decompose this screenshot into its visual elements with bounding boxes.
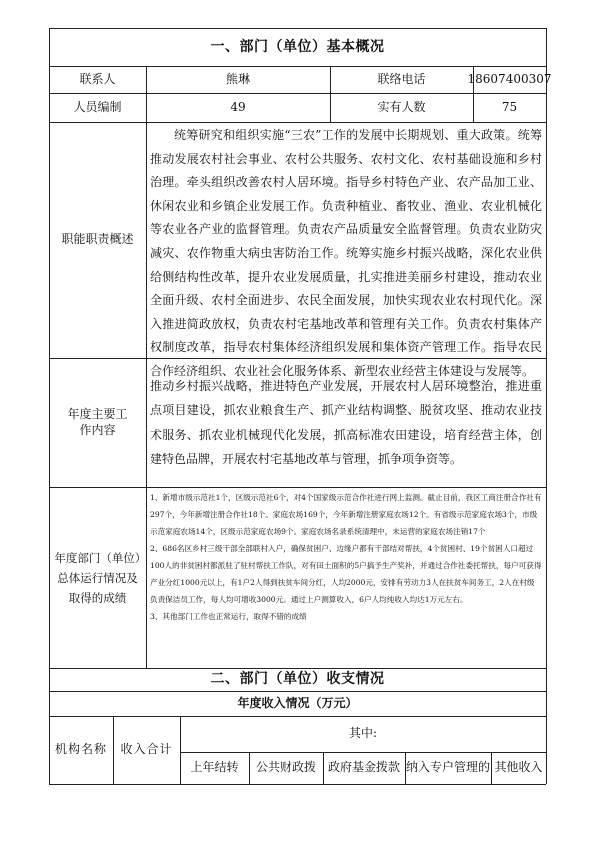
gov-fund-header: 政府基金拨款 — [327, 760, 400, 775]
contact-value: 熊琳 — [225, 71, 250, 86]
other-income-header: 其他收入 — [494, 760, 543, 775]
phone-value: 18607400307 — [467, 71, 552, 86]
overall-item-2: 2、686名区乡村三级干部全部联村入户，确保贫困户、边缘户都有干部结对帮扶，4个贫困村、19个贫困人口超过100人的非贫困村都派驻了驻村帮扶工作队，对有田土面积的5户搞予生产奖补，并通过合作社委托帮扶，每户可获得产业分红1000元以上，有1户2人得到扶贫车间分红，人均2000元，安排有劳动力3人在扶贫车间务工，2人在村级负责保洁员工作，每人均可增收3000元。通过上户测算收入，6户人均纯收入均达1万元左右。 — [150, 544, 542, 604]
annual-work-text: 推动乡村振兴战略，推进特色产业发展，开展农村人居环境整治，推进重点项目建设，抓农业粮食生产、抓产业结构调整、脱贫攻坚、推动农业技术服务、抓农业机械现代化发展，抓高标准农田建设，培育经营主体，创建特色品牌，开展农村宅基地改革与管理，抓争项争资等。 — [150, 379, 542, 467]
annual-work-label: 年度主要工作内容 — [67, 406, 128, 437]
of-which-header: 其中: — [348, 726, 378, 741]
rule — [546, 28, 547, 784]
duties-text: 统筹研究和组织实施“三农”工作的发展中长期规划、重大政策。统筹推动发展农村社会事业、农村公共服务、农村文化、农村基础设施和乡村治理。牵头组织改善农村人居环境。指导乡村特色产业、农产品加工业、休闲农业和乡镇企业发展工作。负责种植业、畜牧业、渔业、农业机械化等农业各产业的监督管理。负责农产品质量安全监督管理。负责农业防灾减灾、农作物重大病虫害防治工作。统筹实施乡村振兴战略，深化农业供给侧结构性改革，提升农业发展质量，扎实推进美丽乡村建设，推动农业全面升级、农村全面进步、农民全面发展，加快实现农业农村现代化。深入推进简政放权，负责农村宅基地改革和管理有关工作。负责农村集体产权制度改革，指导农村集体经济组织发展和集体资产管理工作。指导农民合作经济组织、农业社会化服务体系、新型农业经营主体建设与发展等。 — [150, 128, 542, 378]
actual-staff-label: 实有人数 — [377, 99, 426, 114]
overall-item-1: 1、新增市级示范社1个，区级示范社6个，对4个国家级示范合作社进行网上监测。截止目前，我区工商注册合作社有297个，今年新增注册合作社18个。家庭农场169个，今年新增注册家庭农场12个。有省级示范家庭农场3个，市级示范家庭农场14个，区级示范家庭农场9个。家庭农场名录系统清理中，未运营的家庭农场注销17个 — [150, 493, 542, 536]
carryover-header: 上年结转 — [190, 760, 239, 775]
income-total-header: 收入合计 — [120, 742, 173, 757]
phone-label: 联络电话 — [377, 71, 426, 86]
staff-quota-value: 49 — [230, 99, 246, 114]
income-table-title: 年度收入情况（万元） — [237, 695, 358, 710]
actual-staff-value: 75 — [501, 99, 518, 114]
public-finance-header: 公共财政拨 — [255, 760, 316, 775]
special-account-header: 纳入专户管理的 — [405, 760, 490, 775]
section2-title: 二、部门（单位）收支情况 — [210, 671, 385, 688]
overall-label: 年度部门（单位）总体运行情况及取得的成绩 — [54, 550, 141, 605]
section1-title: 一、部门（单位）基本概况 — [210, 38, 385, 55]
org-name-header: 机构名称 — [54, 742, 107, 757]
duties-label: 职能职责概述 — [61, 232, 134, 247]
rule — [49, 784, 546, 785]
contact-label: 联系人 — [79, 71, 116, 86]
overall-item-3: 3、其他部门工作也正常运行，取得不错的成绩 — [150, 612, 307, 621]
staff-quota-label: 人员编制 — [73, 99, 122, 114]
overall-text — [147, 489, 545, 625]
